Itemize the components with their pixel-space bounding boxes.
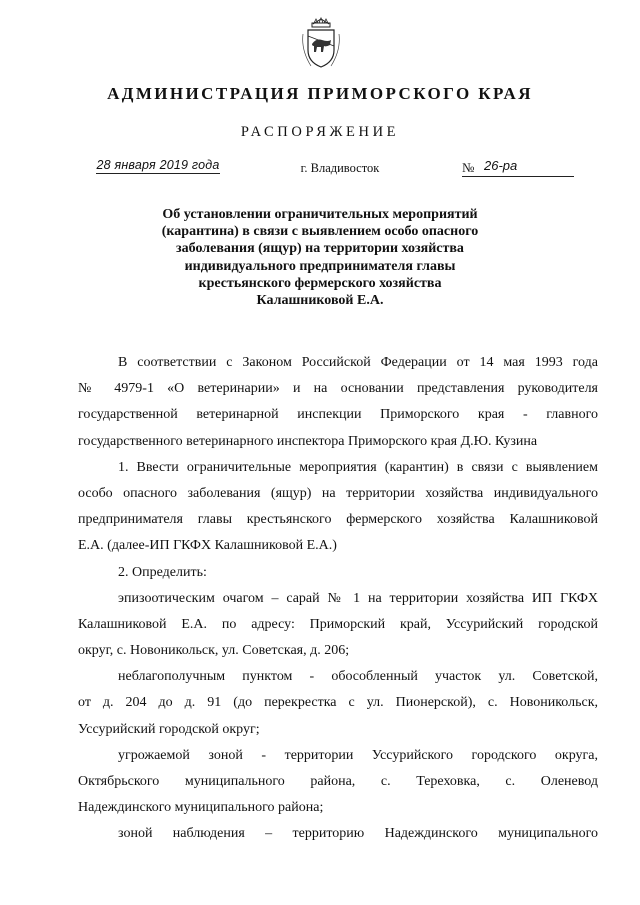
body-line: от д. 204 до д. 91 (до перекрестка с ул. Пионерской), с. Новоникольск, — [78, 695, 598, 711]
title-line: индивидуального предпринимателя главы — [184, 258, 456, 274]
body-line: особо опасного заболевания (ящур) на территории хозяйства индивидуального — [78, 485, 598, 501]
document-body — [78, 350, 598, 848]
document-city: г. Владивосток — [300, 161, 380, 175]
body-line: зоной наблюдения – территорию Надеждинского муниципального — [118, 826, 598, 842]
document-date: 28 января 2019 года — [96, 158, 220, 172]
body-line: 1. Ввести ограничительные мероприятия (карантин) в связи с выявлением — [118, 459, 598, 475]
body-line: Калашниковой Е.А. по адресу: Приморский край, Уссурийский городской — [78, 616, 598, 632]
title-line: Об установлении ограничительных мероприятий — [162, 207, 478, 222]
document-number-field — [462, 158, 574, 177]
body-line: государственного ветеринарного инспектора Приморского края Д.Ю. Кузина — [78, 433, 538, 449]
coat-of-arms-icon — [302, 14, 340, 70]
title-line: (карантина) в связи с выявлением особо опасного — [161, 224, 479, 240]
body-line: Е.А. (далее-ИП ГКФХ Калашниковой Е.А.) — [78, 538, 337, 554]
body-line: предпринимателя главы крестьянского фермерского хозяйства Калашниковой — [78, 512, 598, 528]
body-line: Октябрьского муниципального района, с. Тереховка, с. Оленевод — [78, 774, 598, 789]
body-line: Надеждинского муниципального района; — [78, 800, 324, 816]
body-line: 2. Определить: — [118, 564, 207, 580]
document-type: РАСПОРЯЖЕНИЕ — [240, 124, 400, 140]
title-line: крестьянского фермерского хозяйства — [198, 275, 442, 291]
title-line: Калашниковой Е.А. — [256, 293, 384, 309]
number-sign: № — [462, 160, 475, 175]
organization-name: АДМИНИСТРАЦИЯ ПРИМОРСКОГО КРАЯ — [107, 84, 533, 103]
body-line: округ, с. Новоникольск, ул. Советская, д. 206; — [78, 643, 350, 659]
title-line: заболевания (ящур) на территории хозяйства — [176, 241, 464, 257]
body-line: В соответствии с Законом Российской Федерации от 14 мая 1993 года — [118, 355, 598, 370]
body-line: Уссурийский городской округ; — [78, 721, 260, 737]
body-line: № 4979-1 «О ветеринарии» и на основании представления руководителя — [78, 381, 598, 397]
body-line: эпизоотическим очагом – сарай № 1 на территории хозяйства ИП ГКФХ — [118, 590, 598, 606]
body-line: угрожаемой зоной - территории Уссурийского городского округа, — [118, 747, 598, 763]
document-number: 26-ра — [484, 158, 518, 173]
document-title — [140, 206, 500, 309]
body-line: государственной ветеринарной инспекции Приморского края - главного — [78, 407, 598, 423]
body-line: неблагополучным пунктом - обособленный участок ул. Советской, — [118, 669, 598, 685]
